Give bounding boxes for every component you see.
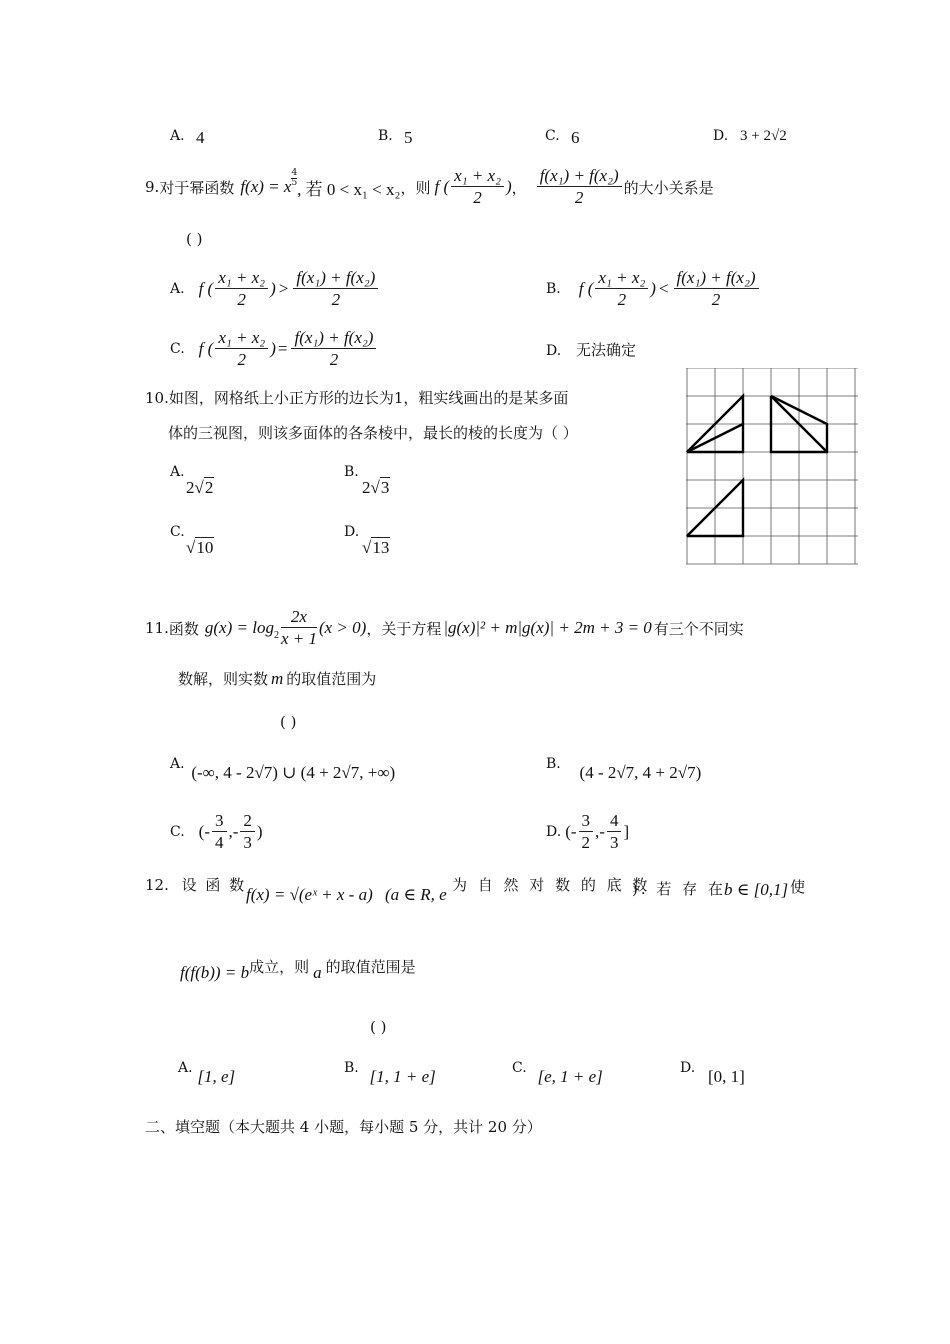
- q9-option-d: D. 无法确定: [546, 341, 636, 359]
- q8-option-c-value: 6: [571, 128, 580, 147]
- q9-blank: ( ): [186, 230, 203, 248]
- q11-option-b: B. (4 - 2√7, 4 + 2√7): [546, 756, 702, 782]
- q9-text-b: ，则: [400, 178, 431, 197]
- q12-option-b: B. [1, 1 + e]: [344, 1060, 436, 1086]
- q8-option-a-label: A.: [170, 128, 185, 144]
- q11-option-c: C. (- $\frac{3}{4}$ ,- $\frac{2}{3}$ ): [170, 810, 263, 852]
- q10-option-a: A. 2√2: [170, 464, 214, 497]
- q8-option-a-value: 4: [196, 128, 205, 147]
- q9-number: 9.: [145, 178, 160, 196]
- q8-option-b-label: B.: [378, 128, 393, 144]
- q10-option-b: B. 2√3: [344, 464, 390, 497]
- q12-b-condition: b ∈ [0,1]: [724, 880, 789, 899]
- q9-condition: , 若 0 < x₁ < x₂: [297, 179, 401, 199]
- q8-option-b-value: 5: [404, 128, 413, 147]
- q12-option-a: A. [1, e]: [178, 1060, 236, 1086]
- q11-option-d: D. (- $\frac{3}{2}$ ,- $\frac{4}{3}$ ]: [546, 810, 630, 852]
- q11-stem: 11. 函数 g(x) = log 2 $\frac{2x}{x + 1}$ (x > 0) ，关于方程 |g(x)|² + m|g(x)| + 2m + 3 = 0 有三个不同实: [145, 606, 744, 648]
- q12-stem: 12. 设 函 数: [145, 876, 247, 894]
- q9-exponent: 4 5: [291, 167, 298, 188]
- q9-option-a: A. f ( $\frac{\text{x₁ + x₂}}{2}$ ) > $\frac{\text{f(x₁) + f(x₂)}}{2}$: [170, 264, 380, 314]
- q10-line1: 10.如图，网格纸上小正方形的边长为1，粗实线画出的是某多面: [145, 389, 569, 407]
- q12-blank: ( ): [370, 1018, 387, 1036]
- q9-stem: 9. 对于幂函数 f(x) = x 4 5 , 若 0 < x₁ < x₂ ，则 f ( $\frac{\text{x₁ + x₂}}{2}$ ) ， $\frac{\text{f(x₁) + f(x₂)}}{2}$ 的大小关系是: [145, 165, 714, 207]
- q9-text-c: 的大小关系是: [623, 178, 714, 197]
- q9-frac-left: $\frac{\text{x₁ + x₂}}{2}$: [451, 166, 504, 209]
- q11-line2: 数解，则实数 m 的取值范围为: [178, 669, 377, 688]
- q11-blank: ( ): [280, 713, 297, 731]
- q9-text-a: 对于幂函数: [159, 178, 235, 197]
- q9-option-b: B. f ( $\frac{\text{x₁ + x₂}}{2}$ ) < $\frac{\text{f(x₁) + f(x₂)}}{2}$: [546, 264, 761, 314]
- q12-option-d: D. [0, 1]: [680, 1060, 745, 1086]
- q12-text-d: 使: [790, 878, 806, 896]
- q12-option-c: C. [e, 1 + e]: [512, 1060, 603, 1086]
- q12-func: f(x) = √(eˣ + x - a): [246, 885, 373, 904]
- three-view-diagram: [686, 368, 862, 568]
- q8-option-d-label: D.: [713, 128, 729, 144]
- q12-domain: (a ∈ R, e: [385, 885, 447, 904]
- q9-func: f(x) = x: [240, 177, 292, 196]
- q9-option-c: C. f ( $\frac{\text{x₁ + x₂}}{2}$ ) = $\frac{\text{f(x₁) + f(x₂)}}{2}$: [170, 324, 378, 374]
- bold-views: [687, 396, 827, 536]
- q8-option-c-label: C.: [545, 128, 560, 144]
- q12-text-b: 为 自 然 对 数 的 底 数: [452, 876, 651, 894]
- q10-line2: 体的三视图，则该多面体的各条棱中，最长的棱的长度为（ ）: [168, 424, 578, 442]
- q12-line2: f(f(b)) = b成立，则 a 的取值范围是: [180, 958, 416, 982]
- q11-option-a: A. (-∞, 4 - 2√7) ∪ (4 + 2√7, +∞): [170, 756, 396, 782]
- q9-sep: ，: [511, 178, 527, 197]
- q9-frac-right: $\frac{\text{f(x₁) + f(x₂)}}{2}$: [537, 166, 622, 209]
- q10-option-d: D. √13: [344, 524, 390, 557]
- q12-text-c: ). 若 存 在: [632, 880, 726, 898]
- q8-option-d-value: 3 + 2√2: [740, 128, 787, 144]
- section-2-heading: 二、填空题（本大题共 4 小题，每小题 5 分，共计 20 分）: [145, 1118, 542, 1136]
- q10-option-c: C. √10: [170, 524, 214, 557]
